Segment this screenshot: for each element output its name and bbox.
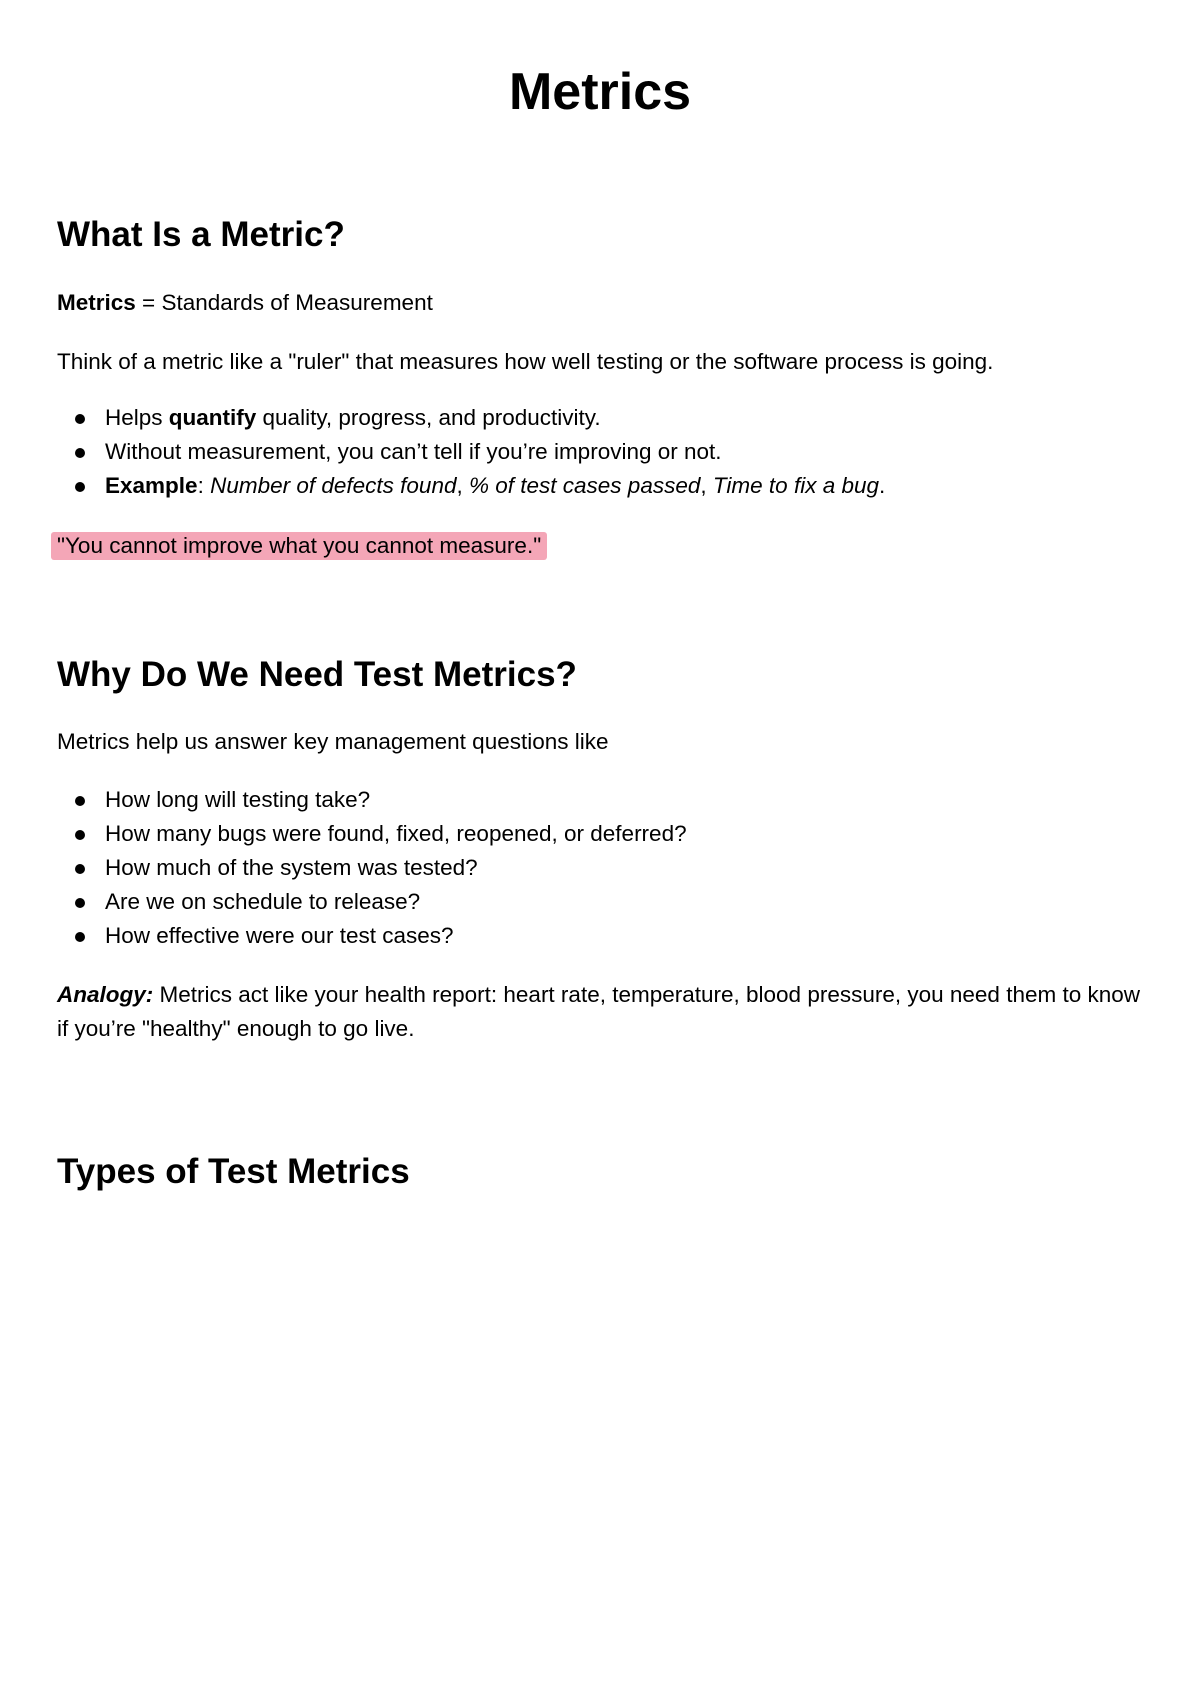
metric-bullet-list bbox=[57, 401, 885, 503]
list-item: How much of the system was tested? bbox=[57, 851, 687, 885]
quantify-term: quantify bbox=[168, 405, 257, 430]
list-item: How long will testing take? bbox=[57, 783, 687, 817]
bullet-dot-icon bbox=[75, 448, 85, 458]
section-heading-why-test-metrics: Why Do We Need Test Metrics? bbox=[57, 655, 577, 694]
bullet-dot-icon bbox=[75, 932, 85, 942]
list-item: Without measurement, you can’t tell if you’re improving or not. bbox=[57, 435, 885, 469]
section-heading-what-is-a-metric: What Is a Metric? bbox=[57, 215, 345, 254]
metrics-term: Metrics bbox=[57, 290, 136, 315]
list-item: Helps quantify quality, progress, and productivity. bbox=[57, 401, 885, 435]
analogy-text: Metrics act like your health report: heart rate, temperature, blood pressure, you need them to know if you’re "healthy" enough to go live. bbox=[57, 982, 1141, 1041]
example-item: Number of defects found bbox=[210, 473, 457, 498]
metrics-definition-text: = Standards of Measurement bbox=[135, 290, 433, 315]
section-heading-types-of-test-metrics: Types of Test Metrics bbox=[57, 1152, 410, 1191]
bullet-dot-icon bbox=[75, 796, 85, 806]
document-title: Metrics bbox=[508, 63, 692, 121]
bullet-dot-icon bbox=[75, 830, 85, 840]
bullet-dot-icon bbox=[75, 898, 85, 908]
questions-bullet-list bbox=[57, 783, 687, 953]
analogy-label: Analogy: bbox=[57, 982, 154, 1007]
bullet-dot-icon bbox=[75, 414, 85, 424]
why-intro-paragraph: Metrics help us answer key management questions like bbox=[57, 729, 609, 754]
metrics-definition bbox=[57, 286, 433, 320]
example-item: Time to fix a bug bbox=[712, 473, 879, 498]
example-item: % of test cases passed bbox=[468, 473, 701, 498]
list-item: How effective were our test cases? bbox=[57, 919, 687, 953]
list-item: Are we on schedule to release? bbox=[57, 885, 687, 919]
bullet-dot-icon bbox=[75, 864, 85, 874]
bullet-dot-icon bbox=[75, 482, 85, 492]
list-item: Example: Number of defects found, % of test cases passed, Time to fix a bug. bbox=[57, 469, 885, 503]
list-item: How many bugs were found, fixed, reopened, or deferred? bbox=[57, 817, 687, 851]
highlighted-quote: "You cannot improve what you cannot measure." bbox=[51, 532, 547, 560]
metric-intro-paragraph: Think of a metric like a "ruler" that measures how well testing or the software process is going. bbox=[57, 349, 994, 374]
example-label: Example bbox=[105, 473, 198, 498]
analogy-paragraph bbox=[57, 978, 1142, 1046]
